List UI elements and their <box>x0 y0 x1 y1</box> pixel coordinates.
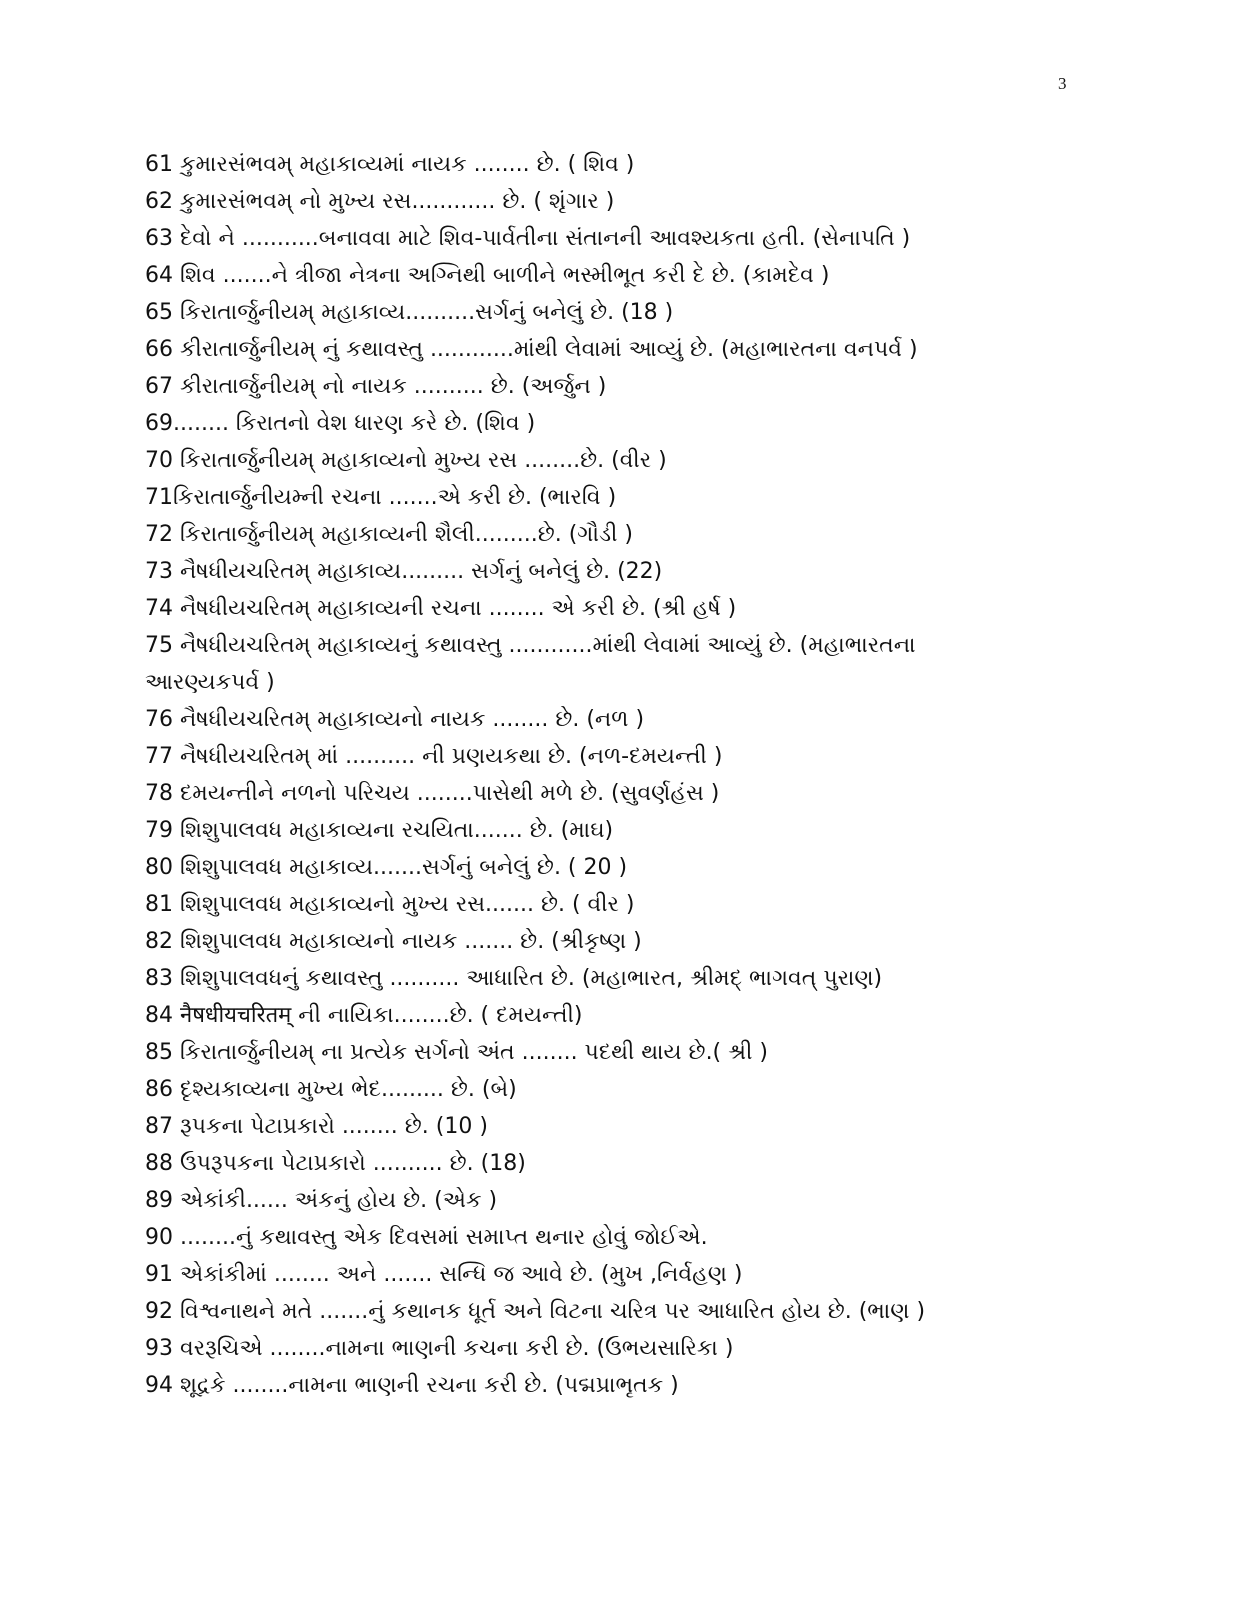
question-line: 66 કીરાતાર્જુનીયમ્ નું કથાવસ્તુ ............માંથી લેવામાં આવ્યું છે. (મહાભારતના વનપર્વ ) <box>145 337 918 362</box>
question-line: 63 દેવો ને ...........બનાવવા માટે શિવ-પાર્વતીના સંતાનની આવશ્યકતા હતી. (સેનાપતિ ) <box>145 226 911 251</box>
question-line: 88 ઉપરૂપકના પેટાપ્રકારો .......... છે. (18) <box>145 1151 526 1176</box>
question-line: 70 કિરાતાર્જુનીયમ્ મહાકાવ્યનો મુખ્ય રસ ........છે. (વીર ) <box>145 448 667 473</box>
question-line: 73 નૈષધીયચરિતમ્ મહાકાવ્ય......... સર્ગનું બનેલું છે. (22) <box>145 559 663 584</box>
question-line: 90 ........નું કથાવસ્તુ એક દિવસમાં સમાપ્ત થનાર હોવું જોઈએ. <box>145 1225 708 1250</box>
question-line: 93 વરરૂચિએ ........નામના ભાણની કચના કરી છે. (ઉભયસારિકા ) <box>145 1336 734 1361</box>
question-line: 62 કુમારસંભવમ્ નો મુખ્ય રસ............ છે. ( શૃંગાર ) <box>145 189 615 214</box>
question-line: 89 એકાંકી...... અંકનું હોય છે. (એક ) <box>145 1188 498 1213</box>
question-line: 79 શિશુપાલવધ મહાકાવ્યના રચયિતા....... છે. (માઘ) <box>145 818 614 843</box>
question-line: 67 કીરાતાર્જુનીયમ્ નો નાયક .......... છે. (અર્જુન ) <box>145 374 607 399</box>
question-line: 84 नैषधीयचरितम् ની નાયિકા........છે. ( દમયન્તી) <box>145 1003 583 1028</box>
question-line: 72 કિરાતાર્જુનીયમ્ મહાકાવ્યની શૈલી.........છે. (ગૌડી ) <box>145 522 633 547</box>
question-line: 87 રૂપકના પેટાપ્રકારો ........ છે. (10 ) <box>145 1114 488 1139</box>
question-line: 76 નૈષધીયચરિતમ્ મહાકાવ્યનો નાયક ........ છે. (નળ ) <box>145 707 645 732</box>
question-line: 74 નૈષધીયચરિતમ્ મહાકાવ્યની રચના ........ એ કરી છે. (શ્રી હર્ષ ) <box>145 596 737 621</box>
question-line: 91 એકાંકીમાં ........ અને ....... સન્ધિ જ આવે છે. (મુખ ,નિર્વહણ ) <box>145 1262 743 1287</box>
question-line: 85 કિરાતાર્જુનીયમ્ ના પ્રત્યેક સર્ગનો અંત ........ પદથી થાય છે.( શ્રી ) <box>145 1040 768 1065</box>
question-line: 77 નૈષધીયચરિતમ્ માં .......... ની પ્રણયકથા છે. (નળ-દમયન્તી ) <box>145 744 723 769</box>
question-line-continuation: આરણ્યકપર્વ ) <box>145 670 275 695</box>
question-line: 71કિરાતાર્જુનીયમ્ની રચના .......એ કરી છે. (ભારવિ ) <box>145 485 617 510</box>
question-line: 94 શૂદ્રકે ........નામના ભાણની રચના કરી છે. (પદ્મપ્રાભૃતક ) <box>145 1373 679 1398</box>
question-line: 65 કિરાતાર્જુનીયમ્ મહાકાવ્ય..........સર્ગનું બનેલું છે. (18 ) <box>145 300 674 325</box>
question-line: 64 શિવ .......ને ત્રીજા નેત્રના અગ્નિથી બાળીને ભસ્મીભૂત કરી દે છે. (કામદેવ ) <box>145 263 830 288</box>
question-line: 92 વિશ્વનાથને મતે .......નું કથાનક ધૂર્ત અને વિટના ચરિત્ર પર આધારિત હોય છે. (ભાણ ) <box>145 1299 926 1324</box>
question-line: 69........ કિરાતનો વેશ ધારણ કરે છે. (શિવ ) <box>145 411 536 436</box>
page-number: 3 <box>1058 74 1067 93</box>
question-line: 78 દમયન્તીને નળનો પરિચય ........પાસેથી મળે છે. (સુવર્ણહંસ ) <box>145 781 720 806</box>
question-line: 75 નૈષધીયચરિતમ્ મહાકાવ્યનું કથાવસ્તુ ............માંથી લેવામાં આવ્યું છે. (મહાભારતના <box>145 633 916 658</box>
question-list <box>145 146 1205 1404</box>
question-line: 83 શિશુપાલવધનું કથાવસ્તુ .......... આધારિત છે. (મહાભારત, શ્રીમદ્ ભાગવત્ પુરાણ) <box>145 966 883 991</box>
question-line: 80 શિશુપાલવધ મહાકાવ્ય.......સર્ગનું બનેલું છે. ( 20 ) <box>145 855 628 880</box>
question-line: 86 દૃશ્યકાવ્યના મુખ્ય ભેદ......... છે. (બે) <box>145 1077 517 1102</box>
question-line: 82 શિશુપાલવધ મહાકાવ્યનો નાયક ....... છે. (શ્રીકૃષ્ણ ) <box>145 929 642 954</box>
question-line: 81 શિશુપાલવધ મહાકાવ્યનો મુખ્ય રસ....... છે. ( વીર ) <box>145 892 635 917</box>
question-line: 61 કુમારસંભવમ્ મહાકાવ્યમાં નાયક ........ છે. ( શિવ ) <box>145 152 635 177</box>
